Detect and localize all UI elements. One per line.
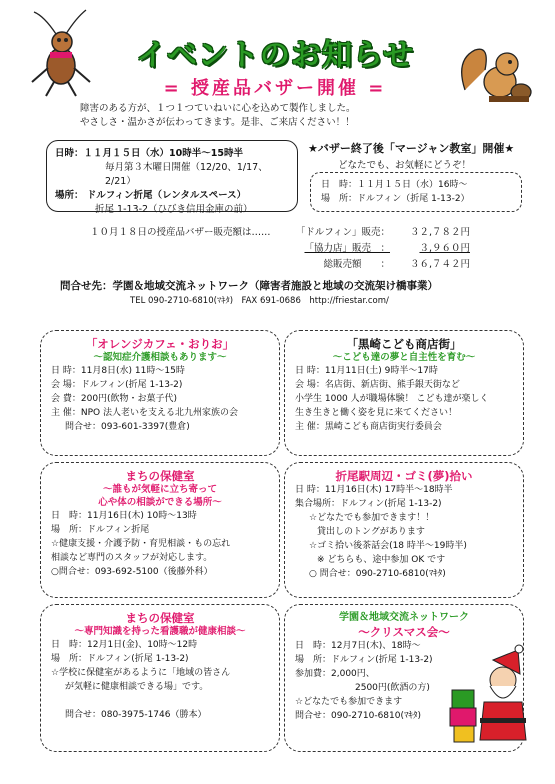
panel-line: 日 時：11月11日(土) 9時半〜17時: [295, 366, 438, 376]
panel-line: 場 所：ドルフィン(折尾 1-13-2): [51, 654, 189, 664]
panel-line: 小学生 1000 人が職場体験！ こども達が楽しく: [295, 394, 489, 404]
cricket-illustration-icon: [26, 8, 96, 98]
intro-line: 障害のある方が、１つ１つていねいに心を込めて製作しました。: [80, 103, 356, 114]
panel-line: 集合場所：ドルフィン(折尾 1-13-2): [295, 499, 442, 509]
panel-title: 折尾駅周辺・ゴミ(夢)拾い: [335, 469, 473, 483]
panel-line: 日 時：12月1日(金)、10時〜12時: [51, 640, 198, 650]
panel-line: 貸出しのトングがあります: [317, 527, 425, 537]
bazaar-place: 場所： ドルフィン折尾（レンタルスペース）: [55, 190, 247, 201]
squirrel-illustration-icon: [455, 40, 535, 105]
contact-details: TEL 090-2710-6810(ﾏｷﾀ) FAX 691-0686 http://friestar.com/: [130, 296, 389, 306]
sales-row: [90, 224, 510, 238]
page-title: イベントのお知らせ: [135, 38, 415, 73]
panel-line: ☆健康支援・介護予防・育児相談・もの忘れ: [51, 539, 231, 549]
panel-title: まちの保健室: [125, 611, 195, 625]
panel-line: ○問合せ：093-692-5100（後藤外科）: [51, 567, 213, 577]
sales-value: ３６,７４２円: [409, 259, 470, 270]
panel-subtitle: 〜誰もが気軽に立ち寄って: [102, 484, 217, 495]
panel-line: 会 費：200円(飲物・お菓子代): [51, 394, 178, 404]
page-subtitle: = 授産品バザー開催 =: [163, 78, 387, 99]
sales-lead: １０月１８日の授産品バザー販売額は‥‥‥: [90, 227, 271, 238]
panel-line: 日 時：11月16日(木) 17時半〜18時半: [295, 485, 453, 495]
mahjong-subtitle: どなたでも、お気軽にどうぞ！: [338, 160, 472, 171]
sales-row: [90, 256, 510, 270]
panel-title: 〜クリスマス会〜: [358, 625, 450, 639]
panel-line: ☆ゴミ拾い後茶話会(18 時半〜19時半): [309, 541, 467, 551]
panel-line: 日 時：11月8日(水) 11時〜15時: [51, 366, 185, 376]
panel-line: 会 場：ドルフィン(折尾 1-13-2): [51, 380, 183, 390]
sales-value: ３２,７８２円: [409, 227, 470, 238]
panel-line: 日 時：11月16日(木) 10時〜13時: [51, 511, 197, 521]
panel-title: まちの保健室: [125, 469, 195, 483]
trash-pickup-panel: [284, 462, 524, 598]
panel-line: 場 所：ドルフィン(折尾 1-13-2): [295, 655, 433, 665]
panel-line: 問合せ：080-3975-1746（勝本）: [65, 710, 207, 720]
panel-subtitle: 〜認知症介護相談もあります〜: [93, 352, 227, 363]
panel-line: ☆どなたでも参加できます！！: [309, 513, 435, 523]
mahjong-place: 場 所：ドルフィン（折尾 1-13-2）: [321, 194, 470, 204]
panel-line: が気軽に健康相談できる場」です。: [65, 682, 209, 692]
health-room-2-panel: [40, 604, 280, 752]
panel-line: 問合せ：093-601-3397(豊倉): [65, 422, 190, 432]
health-room-panel: [40, 462, 280, 598]
panel-title: 「黒崎こども商店街」: [346, 337, 462, 351]
panel-line: ☆学校に保健室があるように「地域の皆さん: [51, 668, 231, 678]
panel-line: 会 場：名店街、新店街、熊手銀天街など: [295, 380, 460, 390]
kurosaki-kids-panel: [284, 330, 524, 456]
intro-text: [80, 102, 500, 130]
panel-line: 日 時：12月7日(木)、18時〜: [295, 641, 421, 651]
panel-line: ※ どちらも、途中参加 OK です: [317, 555, 446, 565]
bazaar-datetime: 日時：１１月１５日（水）10時半〜15時半: [55, 148, 243, 159]
bazaar-info-box: [46, 140, 298, 215]
mahjong-datetime: 日 時：１１月１５日（水）16時〜: [321, 180, 468, 190]
mahjong-title: ★バザー終了後「マージャン教室」開催★: [308, 142, 515, 155]
panel-title: 「オレンジカフェ・おりお」: [85, 337, 235, 351]
mahjong-info-box: [310, 172, 522, 212]
panel-title: 学園＆地域交流ネットワーク: [339, 612, 469, 623]
bazaar-address: 折尾 1-13-2（ひびき信用金庫の前）: [95, 204, 253, 215]
panel-line: 相談など専門のスタッフが対応します。: [51, 553, 213, 563]
panel-line: 参加費：2,000円、: [295, 669, 375, 679]
panel-line: 生き生きと働く姿を見に来てください！: [295, 408, 458, 418]
sales-value: ３,９６０円: [419, 243, 470, 254]
santa-illustration-icon: [448, 640, 533, 750]
panel-line: 2500円(飲酒の方): [355, 683, 430, 693]
panel-line: ○ 問合せ：090-2710-6810(ﾏｷﾀ): [309, 569, 446, 579]
panel-subtitle: 〜専門知識を持った看護職が健康相談〜: [74, 626, 246, 637]
panel-line: 主 催：NPO 法人老いを支える北九州家族の会: [51, 408, 238, 418]
panel-line: 問合せ：090-2710-6810(ﾏｷﾀ): [295, 711, 422, 721]
intro-line: やさしさ・温かさが伝わってきます。是非、ご来店ください！！: [80, 117, 355, 128]
contact-line: 問合せ先：学園＆地域交流ネットワーク（障害者施設と地域の交流架け橋事業）: [60, 280, 438, 292]
sales-label: 総販売額 ：: [323, 259, 390, 270]
panel-line: ☆どなたでも参加できます: [295, 697, 403, 707]
panel-subtitle: 心や体の相談ができる場所〜: [98, 497, 222, 508]
panel-line: 場 所：ドルフィン折尾: [51, 525, 150, 535]
sales-label: 「協力店」販売 ：: [304, 243, 390, 254]
panel-subtitle: 〜こども達の夢と自主性を育む〜: [332, 352, 476, 363]
orange-cafe-panel: [40, 330, 280, 456]
sales-row: [90, 240, 510, 254]
sales-label: 「ドルフィン」販売：: [295, 227, 390, 238]
bazaar-monthly: 毎月第３木曜日開催（12/20、1/17、2/21）: [105, 162, 268, 187]
panel-line: 主 催：黒崎こども商店街実行委員会: [295, 422, 442, 432]
